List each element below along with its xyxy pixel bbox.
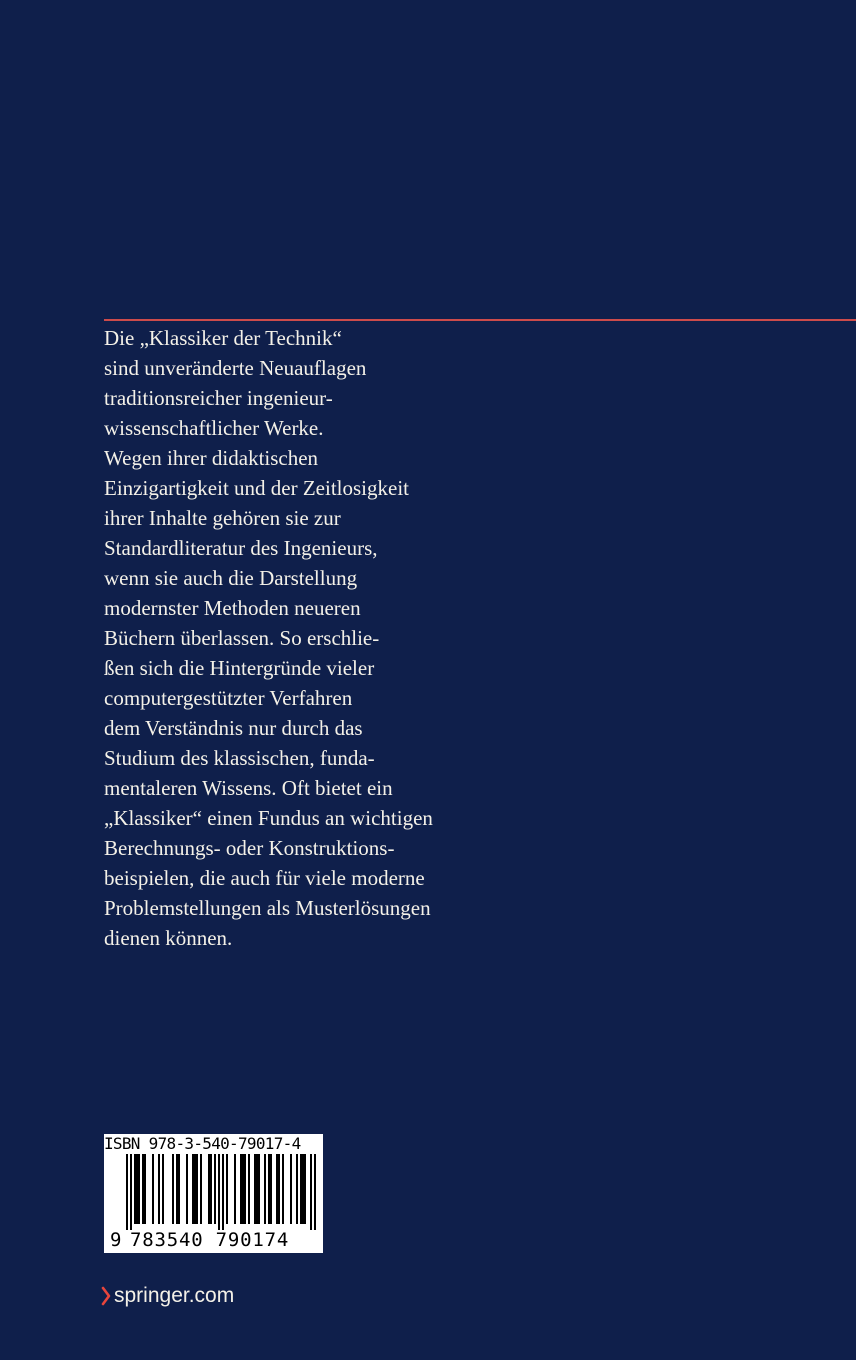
- description-line: ßen sich die Hintergründe vieler: [104, 656, 375, 680]
- isbn-barcode: [104, 1134, 323, 1253]
- barcode-bar: [244, 1154, 246, 1224]
- barcode-bars: [126, 1154, 316, 1230]
- series-description: [104, 323, 504, 953]
- barcode-bar: [178, 1154, 180, 1224]
- barcode-bar: [210, 1154, 212, 1224]
- barcode-bar: [314, 1154, 316, 1230]
- description-line: beispielen, die auch für viele moderne: [104, 866, 425, 890]
- barcode-bar: [304, 1154, 306, 1224]
- barcode-bar: [186, 1154, 188, 1224]
- barcode-bar: [126, 1154, 128, 1230]
- description-line: Standardliteratur des Ingenieurs,: [104, 536, 378, 560]
- description-line: traditionsreicher ingenieur-: [104, 386, 333, 410]
- barcode-bar: [192, 1154, 194, 1224]
- barcode-bar: [158, 1154, 160, 1224]
- isbn-label: ISBN 978-3-540-79017-4: [104, 1134, 301, 1153]
- description-line: modernster Methoden neueren: [104, 596, 361, 620]
- barcode-bar: [208, 1154, 210, 1224]
- barcode-bar: [134, 1154, 136, 1224]
- barcode-bar: [226, 1154, 228, 1224]
- barcode-bar: [290, 1154, 292, 1224]
- chevron-right-icon: [100, 1285, 112, 1307]
- barcode-bar: [152, 1154, 154, 1224]
- barcode-bar: [130, 1154, 132, 1230]
- barcode-bar: [142, 1154, 144, 1224]
- barcode-bar: [254, 1154, 256, 1224]
- barcode-bar: [240, 1154, 242, 1224]
- description-line: wenn sie auch die Darstellung: [104, 566, 358, 590]
- description-line: Einzigartigkeit und der Zeitlosigkeit: [104, 476, 410, 500]
- description-line: Studium des klassischen, funda-: [104, 746, 375, 770]
- barcode-bar: [138, 1154, 140, 1224]
- barcode-bar: [200, 1154, 202, 1224]
- barcode-bar: [172, 1154, 174, 1224]
- ean-digits: 783540 790174: [130, 1229, 290, 1251]
- description-line: „Klassiker“ einen Fundus an wichtigen: [104, 806, 433, 830]
- barcode-bar: [176, 1154, 178, 1224]
- barcode-bar: [136, 1154, 138, 1224]
- barcode-bar: [310, 1154, 312, 1230]
- barcode-bar: [282, 1154, 284, 1224]
- barcode-bar: [144, 1154, 146, 1224]
- description-line: sind unveränderte Neuauflagen: [104, 356, 367, 380]
- barcode-bar: [268, 1154, 270, 1224]
- barcode-bar: [278, 1154, 280, 1224]
- description-line: Berechnungs- oder Konstruktions-: [104, 836, 395, 860]
- barcode-bar: [256, 1154, 258, 1224]
- barcode-bar: [302, 1154, 304, 1224]
- description-line: Wegen ihrer didaktischen: [104, 446, 319, 470]
- description-line: dienen können.: [104, 926, 233, 950]
- barcode-bar: [296, 1154, 298, 1224]
- publisher-website[interactable]: springer.com: [114, 1284, 235, 1307]
- description-line: dem Verständnis nur durch das: [104, 716, 363, 740]
- description-line: ihrer Inhalte gehören sie zur: [104, 506, 341, 530]
- description-line: mentaleren Wissens. Oft bietet ein: [104, 776, 393, 800]
- description-line: wissenschaftlicher Werke.: [104, 416, 324, 440]
- barcode-bar: [214, 1154, 216, 1224]
- description-line: Die „Klassiker der Technik“: [104, 326, 342, 350]
- barcode-bar: [276, 1154, 278, 1224]
- barcode-bar: [194, 1154, 196, 1224]
- description-line: computergestützter Verfahren: [104, 686, 353, 710]
- barcode-bar: [218, 1154, 220, 1230]
- publisher-link[interactable]: [100, 1283, 234, 1309]
- horizontal-rule: [104, 319, 856, 321]
- description-line: Büchern überlassen. So erschlie-: [104, 626, 380, 650]
- description-line: Problemstellungen als Musterlösungen: [104, 896, 431, 920]
- barcode-bar: [248, 1154, 250, 1224]
- barcode-bar: [196, 1154, 198, 1224]
- barcode-bar: [258, 1154, 260, 1224]
- barcode-bar: [162, 1154, 164, 1224]
- barcode-bar: [234, 1154, 236, 1224]
- ean-first-digit: 9: [110, 1229, 122, 1251]
- barcode-bar: [242, 1154, 244, 1224]
- barcode-bar: [264, 1154, 266, 1224]
- barcode-bar: [300, 1154, 302, 1224]
- barcode-bar: [222, 1154, 224, 1230]
- barcode-bar: [270, 1154, 272, 1224]
